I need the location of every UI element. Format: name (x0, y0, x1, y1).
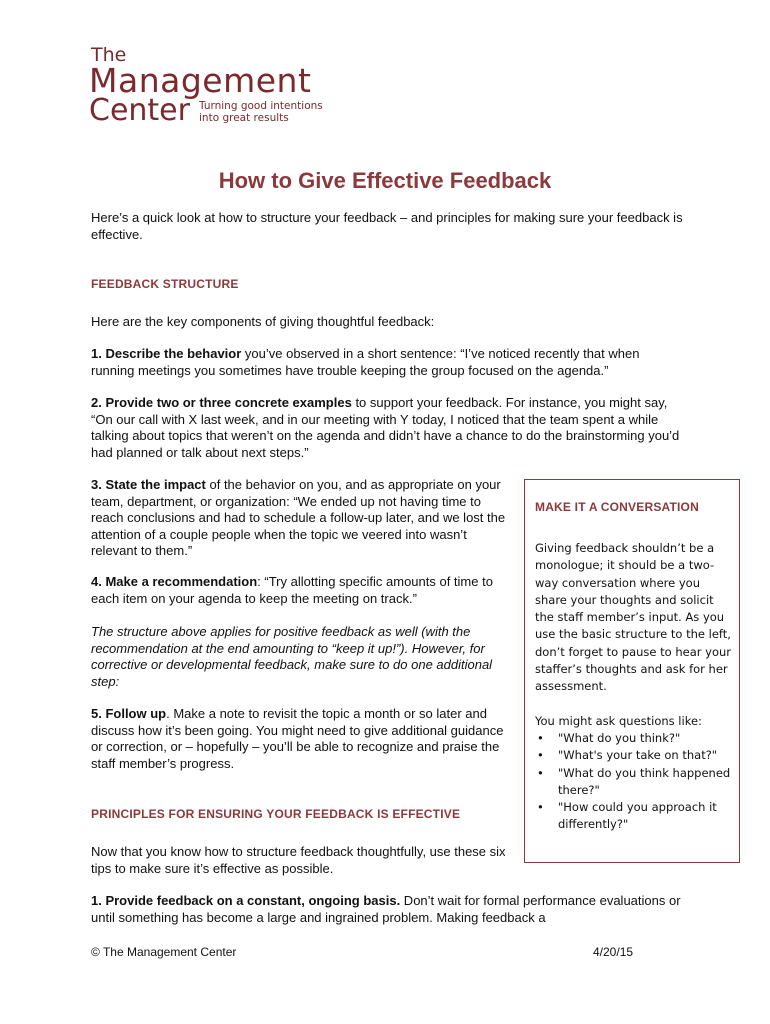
structure-item-5-text: . Make a note to revisit the topic a month or so later and discuss how it’s been going. You might need to give additional guidance or correction, or – hopefully – you’ll be able to recognize and praise the staff member’s progress. (91, 706, 504, 771)
principle-item-1-label: 1. Provide feedback on a constant, ongoing basis. (91, 893, 401, 908)
feedback-structure-heading: FEEDBACK STRUCTURE (91, 277, 239, 291)
structure-item-5-label: 5. Follow up (91, 706, 167, 721)
make-it-a-conversation-sidebar (524, 479, 740, 863)
sidebar-heading: MAKE IT A CONVERSATION (535, 500, 699, 514)
structure-item-5 (91, 706, 516, 772)
list-item: • "What's your take on that?" (535, 747, 733, 764)
principles-heading: PRINCIPLES FOR ENSURING YOUR FEEDBACK IS EFFECTIVE (91, 807, 461, 821)
structure-item-3-text: of the behavior on you, and as appropriate on your team, department, or organization: “We ended up not having time to reach conclusions and had to schedule a follow-up later, and we lost the attention of a couple people when the topic we veered into wasn’t relevant to them.” (91, 477, 506, 558)
structure-item-2-label: 2. Provide two or three concrete examples (91, 395, 352, 410)
structure-item-4 (91, 574, 516, 607)
structure-item-4-text: : “Try allotting specific amounts of time to each item on your agenda to keep the meeting on track.” (91, 574, 493, 606)
list-item: • "How could you approach it differently?" (535, 799, 733, 834)
structure-item-2 (91, 395, 686, 461)
structure-item-1 (91, 346, 686, 379)
sidebar-questions-list (535, 730, 733, 834)
structure-lead: Here are the key components of giving thoughtful feedback: (91, 314, 435, 329)
list-item: • "What do you think happened there?" (535, 765, 733, 800)
structure-item-4-label: 4. Make a recommendation (91, 574, 258, 589)
logo-center: Center (89, 93, 190, 128)
structure-italic-note (91, 624, 516, 690)
structure-item-2-text: to support your feedback. For instance, you might say, “On our call with X last week, and in our meeting with Y today, I noticed that the team spent a while talking about topics that weren’t on the agenda and didn’t have a chance to do the brainstorming you’d had planned or talk about next steps.” (91, 395, 680, 460)
logo-the: The (91, 44, 127, 66)
principle-item-1-text: Don’t wait for formal performance evaluations or until something has become a large and ingrained problem. Making feedback a (91, 893, 681, 925)
italic-note-text: The structure above applies for positive feedback as well (with the recommendation at the end amounting to “keep it up!”). However, for corrective or developmental feedback, make sure to do one additional step: (91, 624, 493, 689)
list-item: • "What do you think?" (535, 730, 733, 747)
structure-item-3-label: 3. State the impact (91, 477, 206, 492)
page-title: How to Give Effective Feedback (218, 168, 552, 193)
structure-item-1-text: you’ve observed in a short sentence: “I’ve noticed recently that when running meetings you sometimes have trouble keeping the group focused on the agenda.” (91, 346, 640, 378)
structure-item-3 (91, 477, 516, 560)
footer-date: 4/20/15 (593, 945, 634, 959)
sidebar-body: Giving feedback shouldn’t be a monologue; it should be a two-way conversation where you share your thoughts and solicit the staff member’s input. As you use the basic structure to the left, don’t forget to pause to hear your staffer’s thoughts and ask for her assessment. (535, 541, 732, 694)
logo-management: Management (89, 61, 312, 100)
structure-item-1-label: 1. Describe the behavior (91, 346, 242, 361)
intro-paragraph: Here’s a quick look at how to structure your feedback – and principles for making sure your feedback is effective. (91, 210, 683, 242)
principle-item-1 (91, 893, 686, 926)
sidebar-questions-intro: You might ask questions like: (535, 714, 702, 728)
logo-tagline: Turning good intentions into great results (199, 100, 323, 124)
footer-copyright: © The Management Center (91, 945, 237, 959)
principles-lead: Now that you know how to structure feedback thoughtfully, use these six tips to make sure it’s effective as possible. (91, 844, 506, 876)
